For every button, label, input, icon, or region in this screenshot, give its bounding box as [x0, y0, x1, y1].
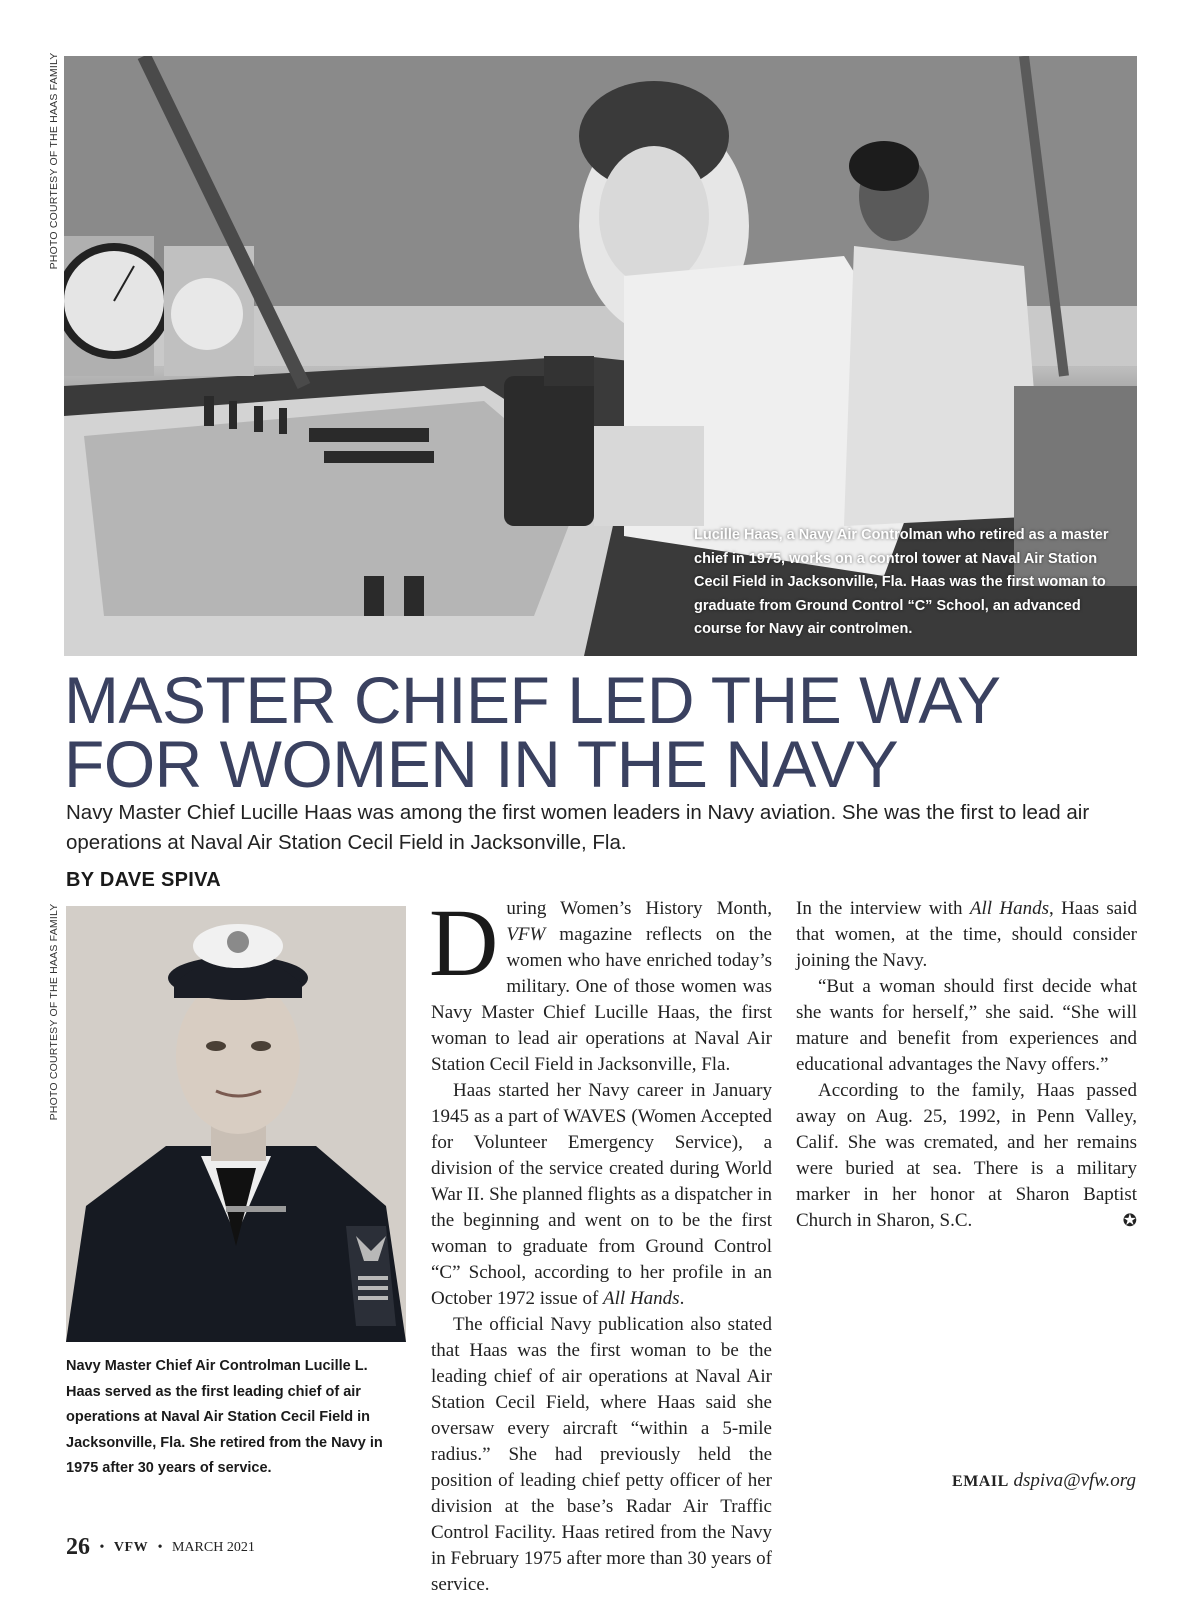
body-p4-em: All Hands	[969, 898, 1049, 919]
photo-credit-top-text: PHOTO COURTESY OF THE HAAS FAMILY	[48, 52, 60, 270]
body-p1-em: VFW	[506, 924, 546, 945]
drop-cap: D	[429, 889, 499, 996]
dek: Navy Master Chief Lucille Haas was among the first women leaders in Navy aviation. She was the first to lead air operations at Naval Air Station Cecil Field in Jacksonville, Fla.	[66, 801, 1090, 854]
photo-credit-side	[46, 903, 62, 1121]
magazine-name: VFW	[113, 1540, 149, 1555]
body-paragraph-1	[429, 889, 772, 1078]
body-p4-b: , Haas said that women, at the time, should consider joining the Navy.	[796, 898, 1137, 971]
body-paragraph-5: “But a woman should first decide what she wants for herself,” she said. “She will mature and benefit from experiences and educational advantages the Navy offers.”	[796, 976, 1137, 1075]
body-p2-em: All Hands	[603, 1288, 680, 1309]
portrait-photo-illustration	[66, 906, 406, 1342]
email-address-link[interactable]: dspiva@vfw.org	[1013, 1470, 1136, 1491]
body-p1-b: magazine reflects on the women who have enriched today’s military. One of those women was Navy Master Chief Lucille Haas, the first woman to lead air operations at Naval Air Station Cecil Field in Jacksonville, Fla.	[431, 924, 772, 1075]
headline-line-2: FOR WOMEN IN THE NAVY	[64, 727, 899, 801]
body-p1-a: uring Women’s History Month,	[506, 898, 772, 919]
author-email	[952, 1470, 1136, 1492]
page-number: 26	[66, 1534, 90, 1560]
issue-date: MARCH 2021	[171, 1540, 255, 1555]
body-paragraph-6	[796, 1078, 1137, 1234]
body-column-2	[796, 896, 1137, 1234]
folio-separator-2: •	[157, 1540, 163, 1555]
body-p6-text: According to the family, Haas passed away on Aug. 25, 1992, in Penn Valley, Calif. She was cremated, and her remains were buried at sea. There is a military marker in her honor at Sharon Baptist Church in Sharon, S.C.	[796, 1080, 1137, 1231]
email-label: EMAIL	[952, 1473, 1009, 1490]
body-paragraph-3: The official Navy publication also stated that Haas was the first woman to be the leading chief of air operations at Naval Air Station Cecil Field, where Haas said she oversaw every aircraft “within a 5-mile radius.” She had previously held the position of leading chief petty officer of her division at the base’s Radar Air Traffic Control Facility. Haas retired from the Navy in February 1975 after more than 30 years of service.	[431, 1314, 772, 1595]
photo-credit-side-text: PHOTO COURTESY OF THE HAAS FAMILY	[48, 903, 60, 1121]
hero-photo	[64, 56, 1137, 656]
body-p2-a: Haas started her Navy career in January 1945 as a part of WAVES (Women Accepted for Volunteer Emergency Service), a division of the service created during World War II. She planned flights as a dispatcher in the beginning and went on to be the first woman to graduate from Ground Control “C” School, according to her profile in an October 1972 issue of	[431, 1080, 772, 1309]
headline-line-1: MASTER CHIEF LED THE WAY	[64, 663, 1001, 737]
body-p4-a: In the interview with	[796, 898, 970, 919]
portrait-caption: Navy Master Chief Air Controlman Lucille L. Haas served as the first leading chief of air operations at Naval Air Station Cecil Field in Jacksonville, Fla. She retired from the Navy in 1975 after 30 years of service.	[66, 1358, 383, 1476]
byline: BY DAVE SPIVA	[66, 869, 222, 891]
body-paragraph-2	[431, 1078, 772, 1312]
portrait-photo	[66, 906, 406, 1342]
body-p2-b: .	[679, 1288, 685, 1309]
body-paragraph-4	[796, 896, 1137, 974]
body-column-1	[429, 889, 772, 1598]
headline	[64, 663, 1144, 801]
folio-separator-1: •	[99, 1540, 105, 1555]
page-footer	[66, 1534, 255, 1561]
hero-caption: Lucille Haas, a Navy Air Controlman who retired as a master chief in 1975, works on a control tower at Naval Air Station Cecil Field in Jacksonville, Fla. Haas was the first woman to graduate from Ground Control “C” School, an advanced course for Navy air controlmen.	[694, 527, 1109, 637]
end-mark-icon: ✪	[1122, 1211, 1137, 1231]
photo-credit-top	[46, 52, 62, 270]
